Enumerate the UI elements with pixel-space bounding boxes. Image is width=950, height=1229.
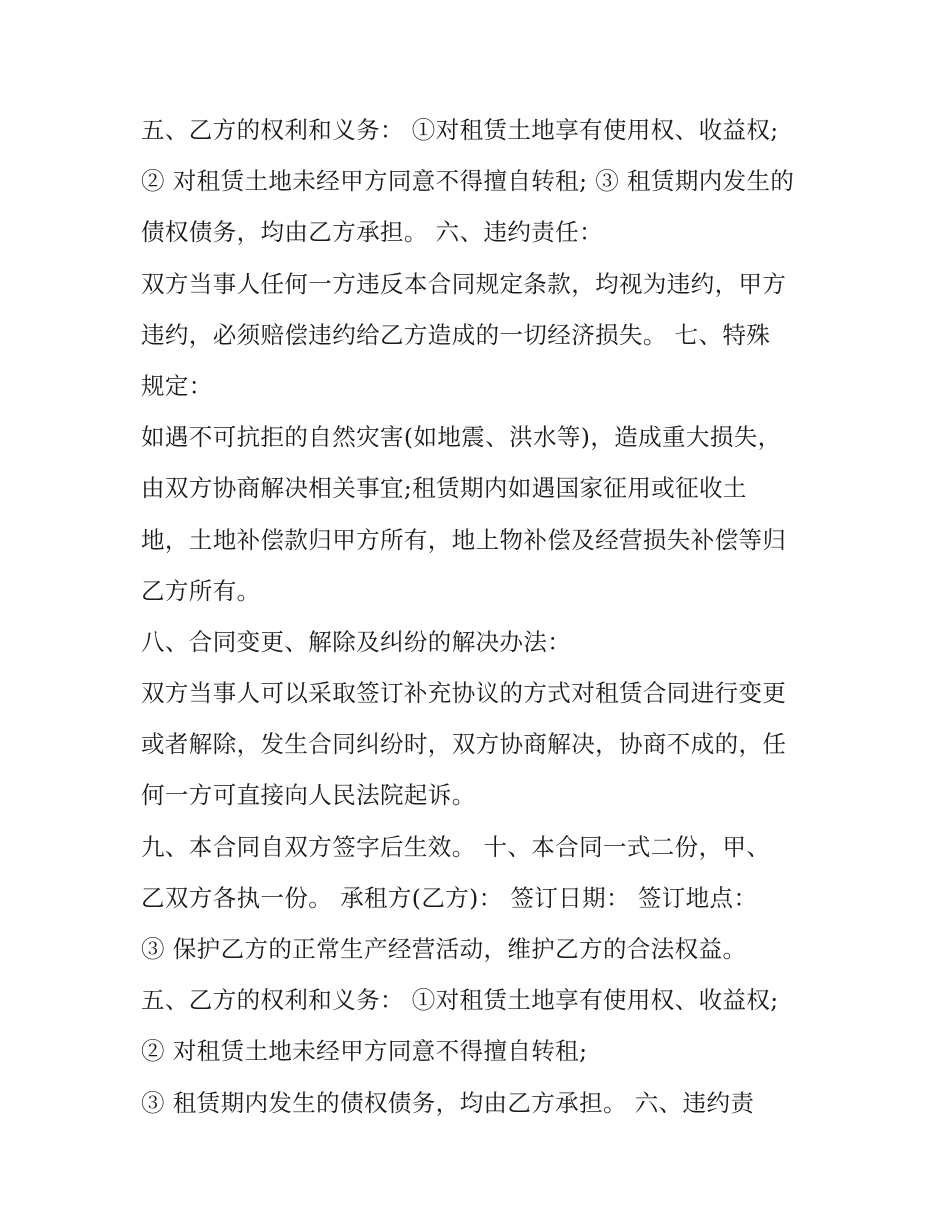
text-line: 何一方可直接向人民法院起诉。 bbox=[141, 781, 476, 810]
text-line: ② 对租赁土地未经甲方同意不得擅自转租; bbox=[141, 1037, 588, 1066]
text-line: 五、乙方的权利和义务： ①对租赁土地享有使用权、收益权; bbox=[141, 986, 779, 1015]
text-line: 乙方所有。 bbox=[141, 576, 261, 605]
text-line: 双方当事人任何一方违反本合同规定条款，均视为违约，甲方 bbox=[141, 269, 787, 298]
text-line: ③ 保护乙方的正常生产经营活动，维护乙方的合法权益。 bbox=[141, 935, 747, 963]
text-line: ② 对租赁土地未经甲方同意不得擅自转租; ③ 租赁期内发生的 bbox=[141, 167, 795, 196]
text-line: 由双方协商解决相关事宜;租赁期内如遇国家征用或征收土 bbox=[141, 474, 747, 503]
text-line: 双方当事人可以采取签订补充协议的方式对租赁合同进行变更 bbox=[141, 679, 787, 708]
text-line: 债权债务，均由乙方承担。 六、违约责任： bbox=[141, 218, 603, 247]
text-line: 违约，必须赔偿违约给乙方造成的一切经济损失。 七、特殊 bbox=[141, 320, 771, 349]
text-line: 八、合同变更、解除及纠纷的解决办法： bbox=[141, 627, 572, 656]
text-line: 九、本合同自双方签字后生效。 十、本合同一式二份，甲、 bbox=[141, 832, 771, 861]
text-line: 或者解除，发生合同纠纷时，双方协商解决，协商不成的，任 bbox=[141, 730, 787, 759]
text-line: 乙双方各执一份。 承租方(乙方)： 签订日期： 签订地点： bbox=[141, 883, 758, 912]
text-line: ③ 租赁期内发生的债权债务，均由乙方承担。 六、违约责 bbox=[141, 1088, 755, 1117]
text-line: 规定： bbox=[141, 371, 213, 400]
text-line: 五、乙方的权利和义务： ①对租赁土地享有使用权、收益权; bbox=[141, 116, 779, 144]
text-line: 地，土地补偿款归甲方所有，地上物补偿及经营损失补偿等归 bbox=[141, 525, 787, 554]
text-line: 如遇不可抗拒的自然灾害(如地震、洪水等)，造成重大损失， bbox=[141, 423, 782, 452]
document-body bbox=[141, 105, 821, 1129]
